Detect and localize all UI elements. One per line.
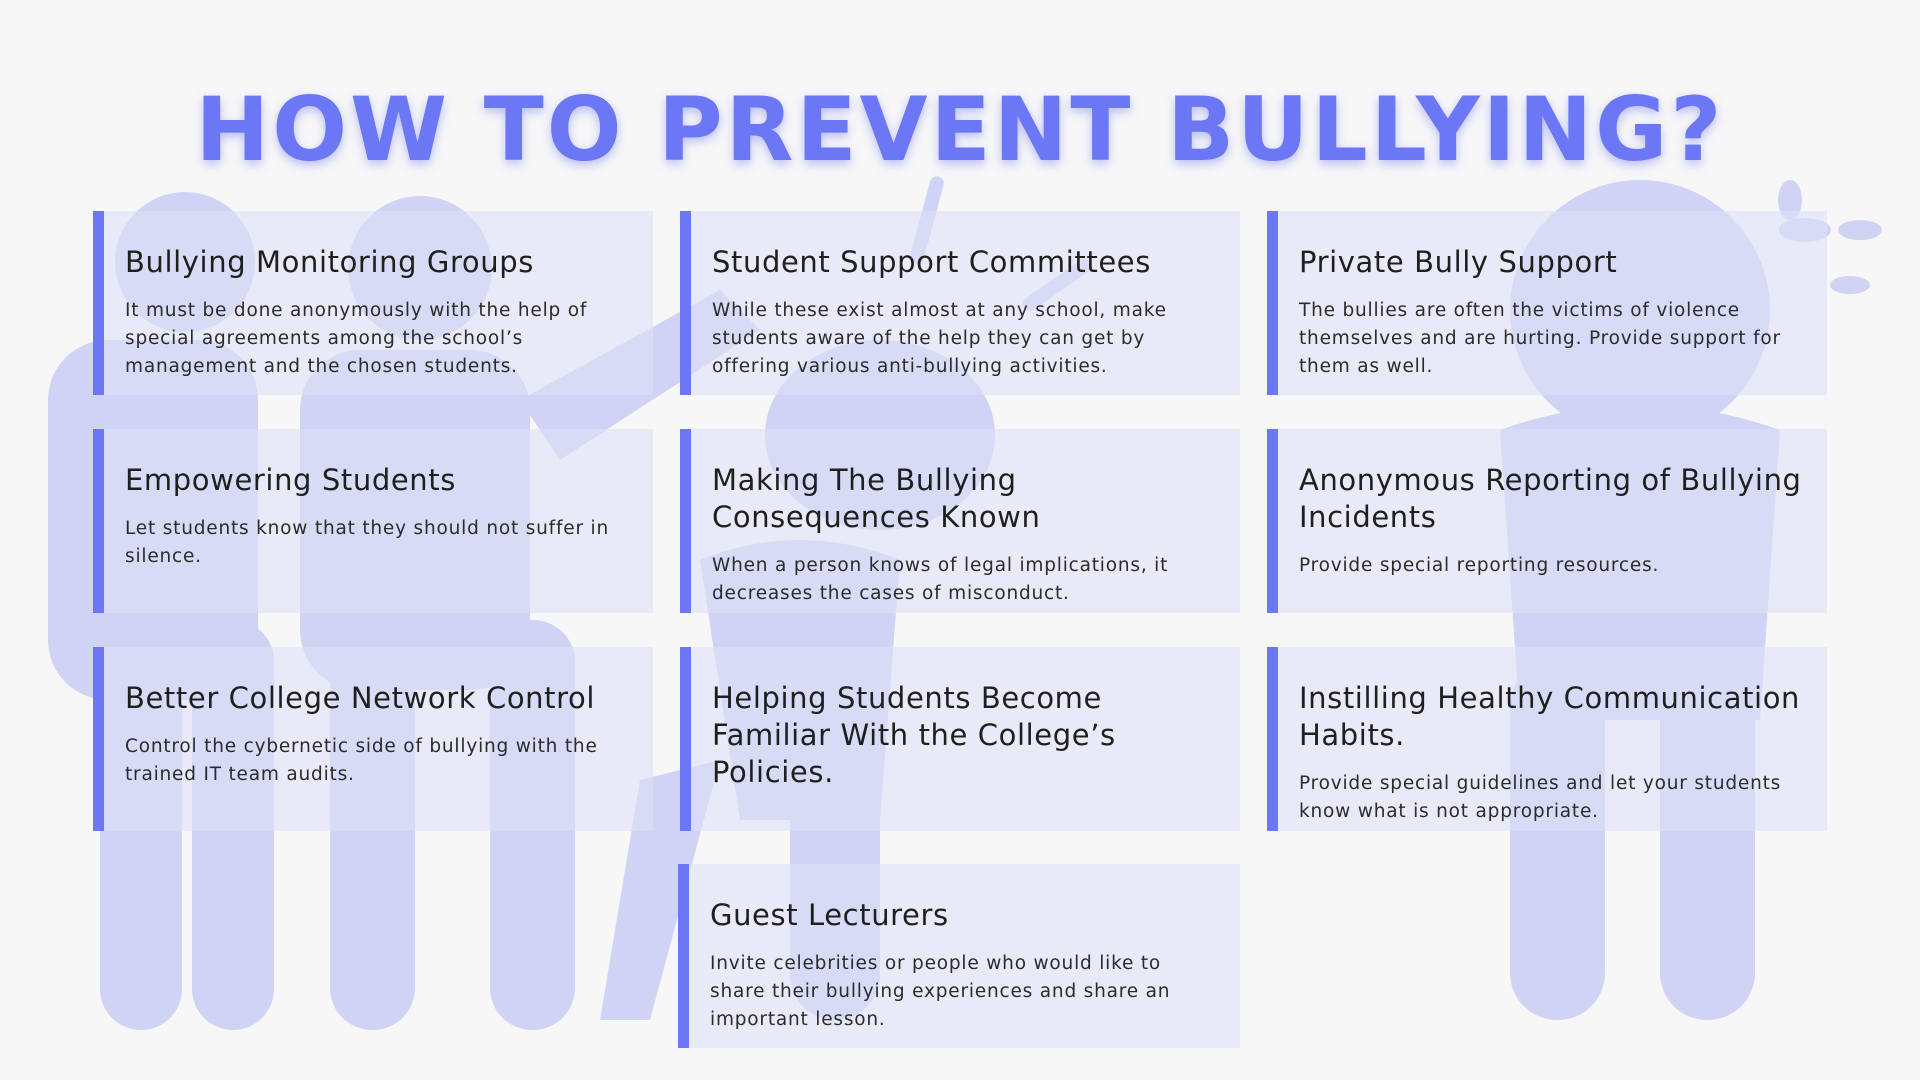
card-empowering-students xyxy=(93,429,653,613)
card-title: Student Support Committees xyxy=(712,245,1151,279)
card-description: Provide special reporting resources. xyxy=(1299,555,1660,576)
card-description: While these exist almost at any school, make students aware of the help they can get by offering various anti-bullying activities. xyxy=(712,300,1167,377)
card-title: Anonymous Reporting of Bullying Incidents xyxy=(1299,463,1802,534)
card-private-bully-support xyxy=(1267,211,1827,395)
card-college-policies xyxy=(680,647,1240,831)
card-description: Invite celebrities or people who would like to share their bullying experiences and share an important lesson. xyxy=(710,953,1171,1030)
card-description: Control the cybernetic side of bullying with the trained IT team audits. xyxy=(125,736,598,785)
card-description: Provide special guidelines and let your students know what is not appropriate. xyxy=(1299,773,1782,822)
card-description: It must be done anonymously with the help of special agreements among the school’s management and the chosen students. xyxy=(125,300,588,377)
card-title: Bullying Monitoring Groups xyxy=(125,245,534,279)
card-title: Guest Lecturers xyxy=(710,898,949,932)
card-title: Better College Network Control xyxy=(125,681,596,715)
page-title: HOW TO PREVENT BULLYING? xyxy=(195,78,1725,181)
card-title: Making The Bullying Consequences Known xyxy=(712,463,1041,534)
card-bullying-monitoring-groups xyxy=(93,211,653,395)
card-title: Instilling Healthy Communication Habits. xyxy=(1299,681,1801,752)
card-college-network-control xyxy=(93,647,653,831)
card-description: Let students know that they should not suffer in silence. xyxy=(125,518,610,567)
card-title: Empowering Students xyxy=(125,463,456,497)
card-bullying-consequences-known xyxy=(680,429,1240,613)
card-description: When a person knows of legal implications, it decreases the cases of misconduct. xyxy=(712,555,1169,604)
card-title: Helping Students Become Familiar With the College’s Policies. xyxy=(712,681,1116,789)
card-title: Private Bully Support xyxy=(1299,245,1618,279)
card-description: The bullies are often the victims of violence themselves and are hurting. Provide support for them as well. xyxy=(1299,300,1781,377)
card-student-support-committees xyxy=(680,211,1240,395)
card-anonymous-reporting xyxy=(1267,429,1827,613)
card-healthy-communication xyxy=(1267,647,1827,831)
card-guest-lecturers xyxy=(678,864,1240,1048)
